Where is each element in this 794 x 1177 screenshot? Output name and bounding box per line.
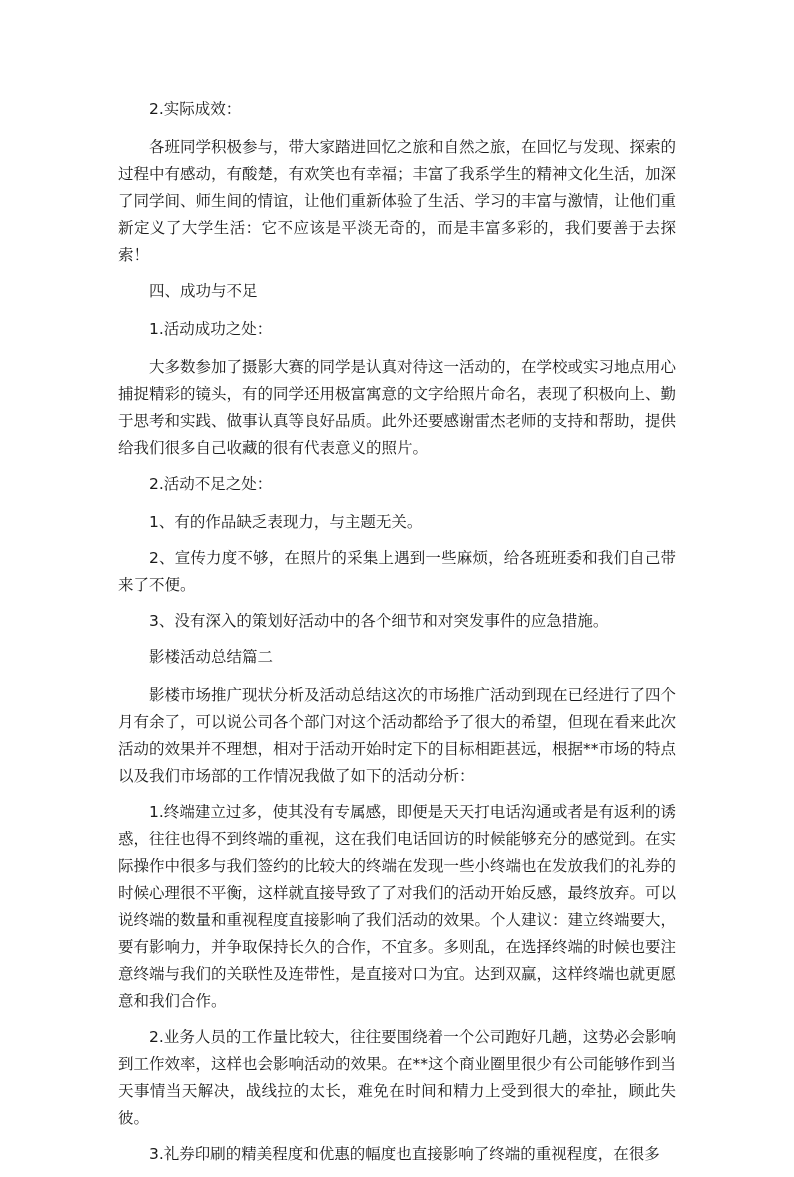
document-body — [118, 96, 676, 1177]
list-item-shortcoming-3: 3、没有深入的策划好活动中的各个细节和对突发事件的应急措施。 — [149, 612, 609, 630]
paragraph-analysis-point-2: 2.业务人员的工作量比较大，往往要围绕着一个公司跑好几趟，这势必会影响到工作效率，这样也会影响活动的效果。在**这个商业圈里很少有公司能够作到当天事情当天解决，战线拉的太长，难免在时间和精力上受到很大的牵扯，顾此失彼。 — [118, 1028, 677, 1127]
article-title-part-two: 影楼活动总结篇二 — [149, 648, 274, 666]
paragraph-analysis-point-3: 3.礼券印刷的精美程度和优惠的幅度也直接影响了终端的重视程度，在很多 — [149, 1145, 660, 1163]
section-heading-success-and-shortcomings: 四、成功与不足 — [149, 282, 258, 300]
subheading-shortcomings: 2.活动不足之处： — [149, 475, 273, 493]
paragraph-actual-results: 各班同学积极参与，带大家踏进回忆之旅和自然之旅，在回忆与发现、探索的过程中有感动，有酸楚，有欢笑也有幸福；丰富了我系学生的精神文化生活，加深了同学间、师生间的情谊，让他们重新体验了生活、学习的丰富与激情，让他们重新定义了大学生活：它不应该是平淡无奇的，而是丰富多彩的，我们要善于去探索！ — [118, 138, 677, 264]
section-heading-actual-results: 2.实际成效： — [149, 100, 242, 118]
list-item-shortcoming-2: 2、宣传力度不够，在照片的采集上遇到一些麻烦，给各班班委和我们自己带来了不便。 — [118, 549, 676, 594]
paragraph-market-analysis-intro: 影楼市场推广现状分析及活动总结这次的市场推广活动到现在已经进行了四个月有余了，可以说公司各个部门对这个活动都给予了很大的希望，但现在看来此次活动的效果并不理想，相对于活动开始时定下的目标相距甚远，根据**市场的特点以及我们市场部的工作情况我做了如下的活动分析： — [118, 686, 677, 785]
paragraph-successes: 大多数参加了摄影大赛的同学是认真对待这一活动的，在学校或实习地点用心捕捉精彩的镜头，有的同学还用极富寓意的文字给照片命名，表现了积极向上、勤于思考和实践、做事认真等良好品质。此外还要感谢雷杰老师的支持和帮助，提供给我们很多自己收藏的很有代表意义的照片。 — [118, 358, 677, 457]
list-item-shortcoming-1: 1、有的作品缺乏表现力，与主题无关。 — [149, 513, 423, 531]
subheading-successes: 1.活动成功之处： — [149, 320, 273, 338]
paragraph-analysis-point-1: 1.终端建立过多，使其没有专属感，即便是天天打电话沟通或者是有返利的诱惑，往往也得不到终端的重视，这在我们电话回访的时候能够充分的感觉到。在实际操作中很多与我们签约的比较大的终端在发现一些小终端也在发放我们的礼券的时候心理很不平衡，这样就直接导致了了对我们的活动开始反感，最终放弃。可以说终端的数量和重视程度直接影响了我们活动的效果。个人建议：建立终端要大，要有影响力，并争取保持长久的合作，不宜多。多则乱，在选择终端的时候也要注意终端与我们的关联性及连带性，是直接对口为宜。达到双赢，这样终端也就更愿意和我们合作。 — [118, 803, 677, 1010]
